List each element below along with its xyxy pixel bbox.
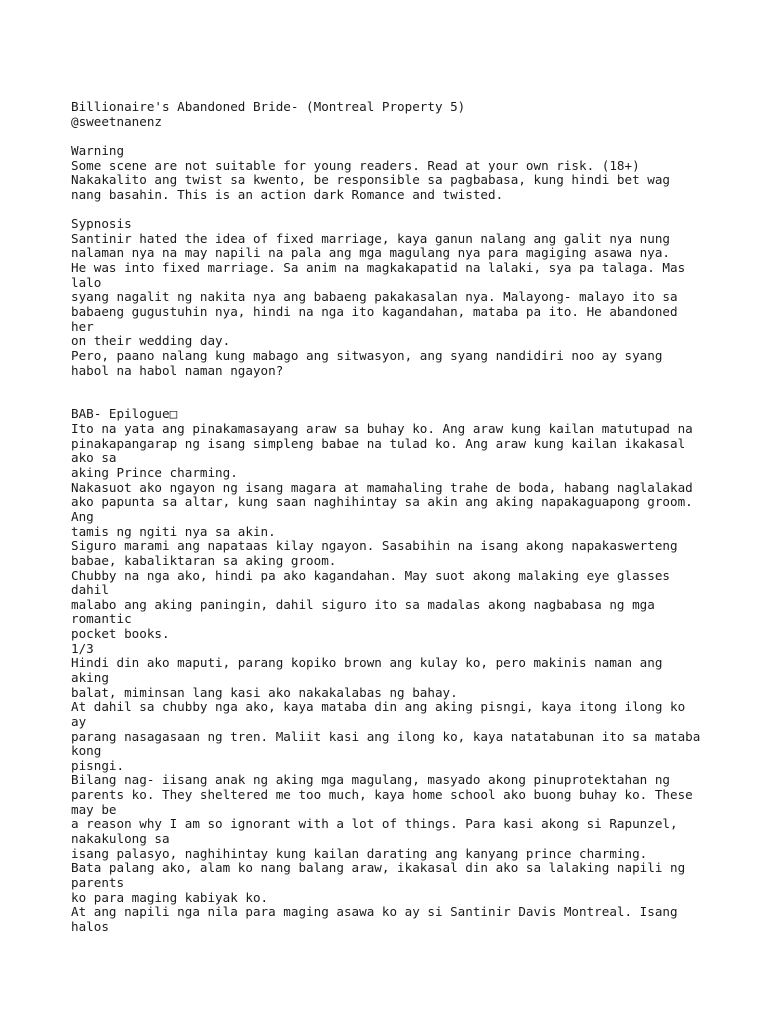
document-line: lalo [71,274,102,290]
document-line: Siguro marami ang napataas kilay ngayon. Sasabihin na isang akong napakaswerteng [71,538,678,554]
document-line: kong [71,743,102,759]
document-line: parents [71,874,125,890]
document-line: syang nagalit ng nakita nya ang babaeng pakakasalan nya. Malayong- malayo ito sa [71,289,678,305]
document-line: Pero, paano nalang kung mabago ang sitwasyon, ang syang nandidiri noo ay syang [71,347,663,363]
document-line: Ang [71,508,94,524]
document-line [71,129,761,144]
document-line: Hindi din ako maputi, parang kopiko brown ang kulay ko, pero makinis naman ang [71,655,663,671]
document-line: Bilang nag- iisang anak ng aking mga magulang, masyado akong pinuprotektahan ng [71,772,670,788]
document-line: balat, miminsan lang kasi ako nakakalabas ng bahay. [71,684,458,700]
document-line: Nakakalito ang twist sa kwento, be responsible sa pagbabasa, kung hindi bet wag [71,172,670,188]
document-line [71,393,761,408]
document-line: pocket books. [71,626,170,642]
document-line: ako papunta sa altar, kung saan naghihintay sa akin ang aking napakaguapong groom. [71,494,693,510]
document-line: parang nasagasaan ng tren. Maliit kasi ang ilong ko, kaya natatabunan ito sa mataba [71,728,701,744]
document-line: babae, kabaliktaran sa aking groom. [71,552,337,568]
document-line: dahil [71,582,109,598]
document-line: Chubby na nga ako, hindi pa ako kagandahan. May suot akong malaking eye glasses [71,567,670,583]
document-line: pisngi. [71,757,125,773]
document-line: tamis ng ngiti nya sa akin. [71,523,276,539]
document-line: Bata palang ako, alam ko nang balang araw, ikakasal din ako sa lalaking napili ng [71,860,686,876]
document-line: Ito na yata ang pinakamasayang araw sa buhay ko. Ang araw kung kailan matutupad na [71,421,693,437]
document-line: a reason why I am so ignorant with a lot of things. Para kasi akong si Rapunzel, [71,816,678,832]
document-line: BAB- Epilogue□ [71,406,178,422]
document-line: @sweetnanenz [71,113,162,129]
document-line: malabo ang aking paningin, dahil siguro ito sa madalas akong nagbabasa ng mga [71,596,655,612]
document-line: Sypnosis [71,216,132,232]
document-line: Santinir hated the idea of fixed marriage, kaya ganun nalang ang galit nya nung [71,230,670,246]
document-line: At dahil sa chubby nga ako, kaya mataba din ang aking pisngi, kaya itong ilong ko [71,699,686,715]
document-line: isang palasyo, naghihintay kung kailan darating ang kanyang prince charming. [71,845,648,861]
document-line: nakakulong sa [71,831,170,847]
document-line: on their wedding day. [71,333,231,349]
document-line: Billionaire's Abandoned Bride- (Montreal Property 5) [71,99,466,114]
document-line: ko para maging kabiyak ko. [71,889,269,905]
document-line [71,202,761,217]
document-line: halos [71,918,109,934]
document-line: habol na habol naman ngayon? [71,362,284,378]
document-line: romantic [71,611,132,627]
document-line: Nakasuot ako ngayon ng isang magara at mamahaling trahe de boda, habang naglalakad [71,479,693,495]
document-line: pinakapangarap ng isang simpleng babae na tulad ko. Ang araw kung kailan ikakasal [71,435,686,451]
document-line: aking Prince charming. [71,465,238,481]
document-line: nalaman nya na may napili na pala ang mga magulang nya para magiging asawa nya. [71,245,670,261]
document-line: 1/3 [71,640,94,656]
document-line: babaeng gugustuhin nya, hindi na nga ito kagandahan, mataba pa ito. He abandoned [71,303,678,319]
document-page [71,100,761,935]
document-line: ay [71,713,87,729]
document-line: parents ko. They sheltered me too much, kaya home school ako buong buhay ko. These [71,787,693,803]
document-line: Warning [71,142,125,158]
document-line: ako sa [71,450,117,466]
document-line [71,378,761,393]
document-line: may be [71,801,117,817]
document-line: nang basahin. This is an action dark Romance and twisted. [71,186,504,202]
document-line: At ang napili nga nila para maging asawa ko ay si Santinir Davis Montreal. Isang [71,904,678,920]
document-line: her [71,318,94,334]
document-line: aking [71,669,109,685]
document-line: He was into fixed marriage. Sa anim na magkakapatid na lalaki, sya pa talaga. Mas [71,260,686,276]
document-line: Some scene are not suitable for young readers. Read at your own risk. (18+) [71,157,640,173]
